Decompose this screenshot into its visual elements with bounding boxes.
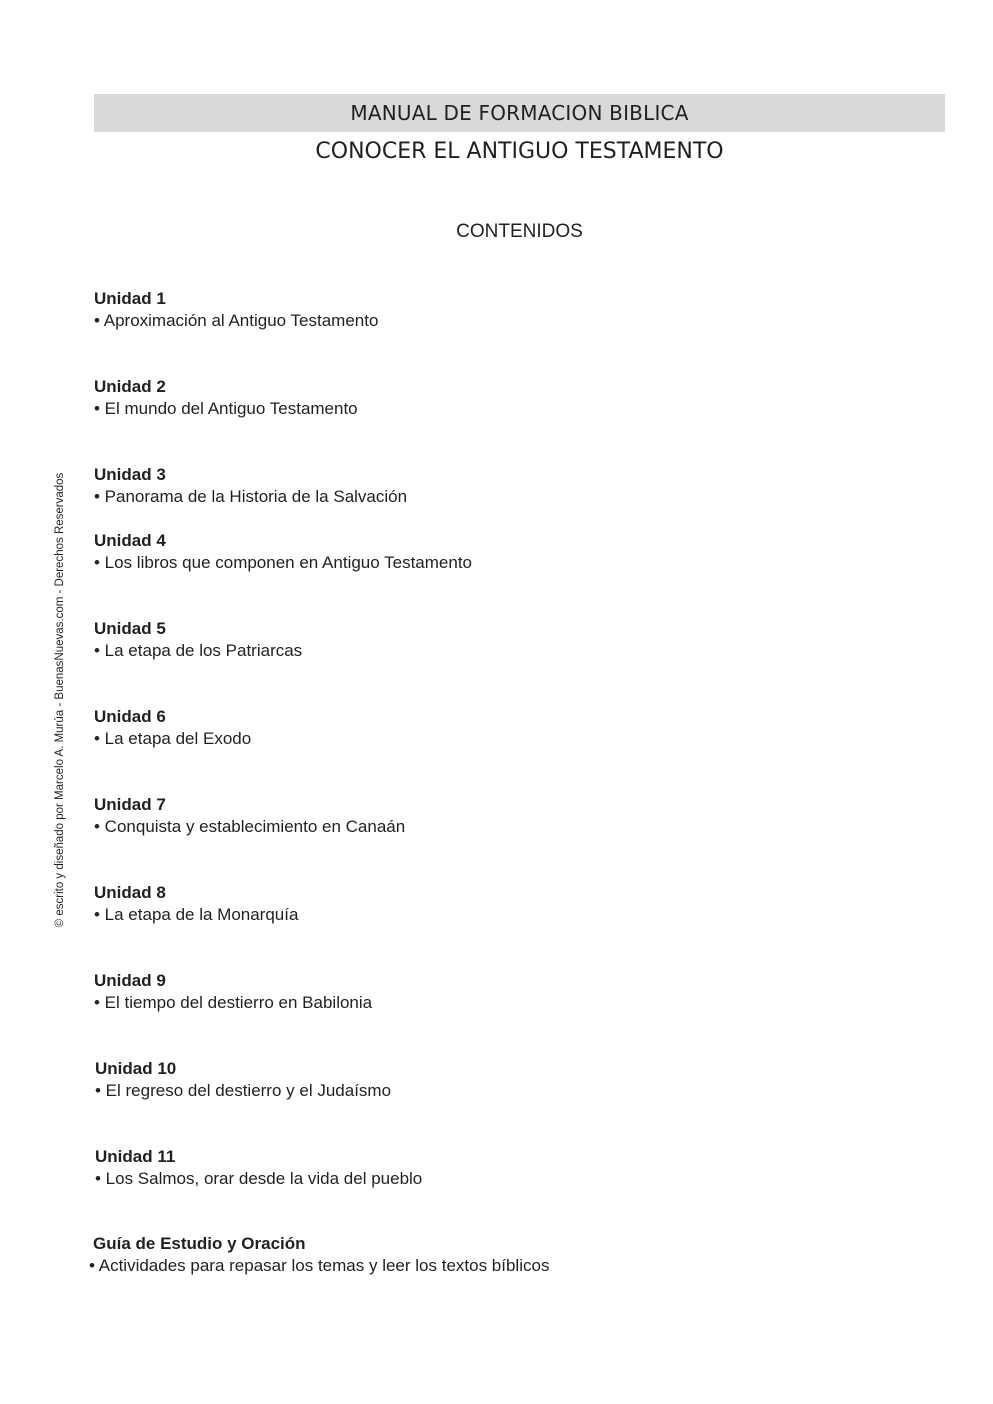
unit-title: Unidad 7 <box>94 795 166 814</box>
unit-topic: • El mundo del Antiguo Testamento <box>94 399 358 418</box>
unit-title: Unidad 1 <box>94 289 166 308</box>
study-guide-entry <box>89 1233 549 1277</box>
unit-title: Unidad 9 <box>94 971 166 990</box>
unit-topic: • Los Salmos, orar desde la vida del pueblo <box>95 1169 423 1188</box>
unit-topic: • La etapa de la Monarquía <box>94 905 299 924</box>
unit-topic: • El regreso del destierro y el Judaísmo <box>95 1081 392 1100</box>
unit-topic: • El tiempo del destierro en Babilonia <box>94 993 373 1012</box>
unit-entry-11 <box>95 1146 422 1190</box>
copyright-note: © escrito y diseñado por Marcelo A. Murúa - BuenasNuevas.com - Derechos Reservados <box>54 472 66 928</box>
unit-entry-1 <box>94 288 378 332</box>
unit-topic: • Aproximación al Antiguo Testamento <box>94 311 379 330</box>
unit-entry-2 <box>94 376 358 420</box>
unit-title: Unidad 10 <box>95 1059 177 1078</box>
unit-entry-10 <box>95 1058 391 1102</box>
unit-topic: • Panorama de la Historia de la Salvación <box>94 487 408 506</box>
unit-entry-9 <box>94 970 372 1014</box>
unit-entry-8 <box>94 882 298 926</box>
unit-entry-6 <box>94 706 251 750</box>
unit-topic: • Conquista y establecimiento en Canaán <box>94 817 406 836</box>
unit-title: Unidad 4 <box>94 531 166 550</box>
unit-title: Unidad 2 <box>94 377 166 396</box>
unit-topic: • La etapa de los Patriarcas <box>94 641 303 660</box>
document-subtitle: CONOCER EL ANTIGUO TESTAMENTO <box>315 139 724 164</box>
unit-entry-7 <box>94 794 405 838</box>
unit-title: Unidad 5 <box>94 619 166 638</box>
unit-title: Unidad 3 <box>94 465 166 484</box>
unit-title: Unidad 8 <box>94 883 166 902</box>
contents-heading: CONTENIDOS <box>456 221 583 242</box>
header-band <box>94 94 945 132</box>
unit-topic: • Los libros que componen en Antiguo Testamento <box>94 553 473 572</box>
unit-title: Unidad 11 <box>95 1147 176 1166</box>
unit-entry-4 <box>94 530 472 574</box>
unit-entry-5 <box>94 618 302 662</box>
study-guide-title: Guía de Estudio y Oración <box>93 1234 306 1253</box>
unit-entry-3 <box>94 464 407 508</box>
unit-topic: • La etapa del Exodo <box>94 729 252 748</box>
manual-title: MANUAL DE FORMACION BIBLICA <box>350 101 689 125</box>
unit-title: Unidad 6 <box>94 707 166 726</box>
study-guide-topic: • Actividades para repasar los temas y leer los textos bíblicos <box>89 1256 550 1275</box>
